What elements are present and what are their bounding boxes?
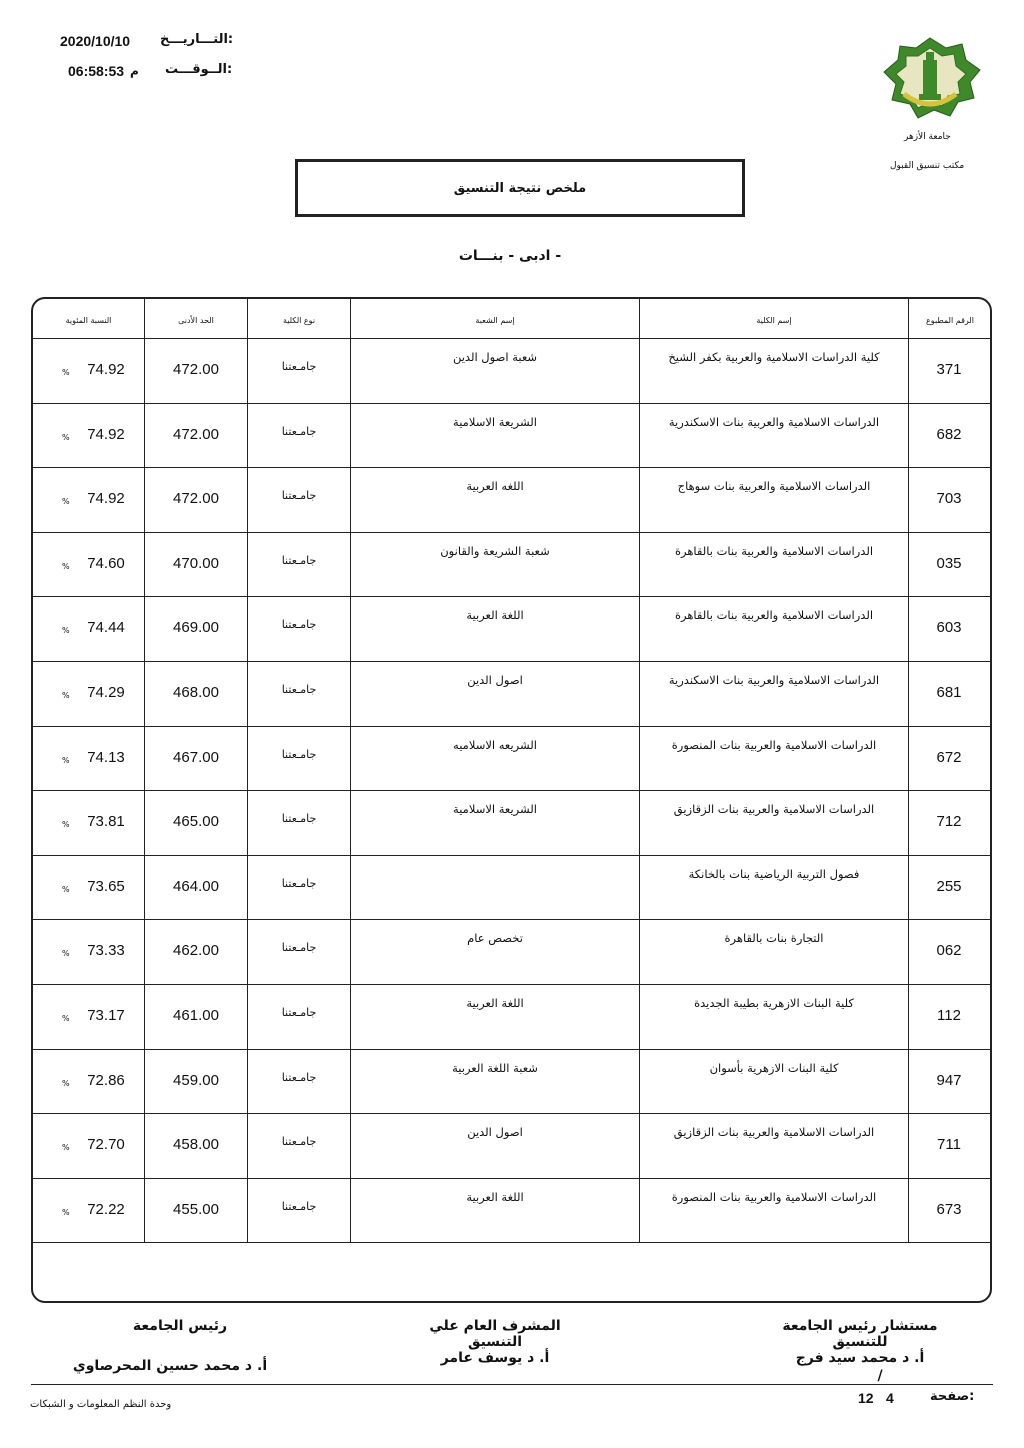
- row-divider: [33, 984, 990, 985]
- code-cell: 255: [936, 878, 962, 895]
- min-cell: 468.00: [173, 684, 219, 701]
- university-name: جامعة الأزهر: [904, 132, 951, 142]
- percent-sign: %: [62, 1208, 70, 1217]
- page-subtitle: - ادبى - بنـــات: [458, 248, 562, 264]
- percent-cell: 74.44: [87, 619, 125, 636]
- percent-sign: %: [62, 691, 70, 700]
- percent-sign: %: [62, 626, 70, 635]
- advisor-name: أ. د محمد سيد فرج: [795, 1350, 925, 1366]
- code-cell: 112: [937, 1007, 961, 1024]
- percent-sign: %: [62, 562, 70, 571]
- type-cell: جامـعتنا: [281, 554, 317, 567]
- faculty-cell: الدراسات الاسلامية والعربية بنات الزقازيق: [673, 802, 875, 816]
- faculty-cell: الدراسات الاسلامية والعربية بنات بالقاهرة: [674, 544, 874, 558]
- faculty-cell: كلية الدراسات الاسلامية والعربية بكفر الشيخ: [668, 350, 880, 364]
- type-cell: جامـعتنا: [281, 812, 317, 825]
- division-cell: اللغة العربية: [466, 996, 524, 1010]
- code-cell: 371: [936, 361, 962, 378]
- division-cell: شعبة الشريعة والقانون: [440, 544, 550, 558]
- percent-sign: %: [62, 949, 70, 958]
- code-cell: 711: [937, 1136, 961, 1153]
- code-cell: 035: [936, 555, 962, 572]
- president-name: أ. د محمد حسين المحرصاوي: [72, 1358, 268, 1374]
- page-total: 12: [858, 1390, 874, 1406]
- row-divider: [33, 790, 990, 791]
- division-cell: اصول الدين: [467, 1125, 523, 1139]
- code-cell: 603: [936, 619, 962, 636]
- row-divider: [33, 726, 990, 727]
- code-cell: 673: [936, 1201, 962, 1218]
- row-divider: [33, 1242, 990, 1243]
- faculty-cell: الدراسات الاسلامية والعربية بنات المنصورة: [671, 738, 877, 752]
- min-cell: 458.00: [173, 1136, 219, 1153]
- percent-cell: 74.92: [87, 490, 125, 507]
- percent-cell: 72.22: [87, 1201, 125, 1218]
- min-cell: 459.00: [173, 1072, 219, 1089]
- type-cell: جامـعتنا: [281, 1071, 317, 1084]
- code-cell: 712: [936, 813, 962, 830]
- faculty-cell: الدراسات الاسلامية والعربية بنات الاسكندرية: [668, 415, 880, 429]
- code-cell: 672: [936, 749, 962, 766]
- percent-cell: 74.92: [87, 361, 125, 378]
- faculty-cell: فصول التربية الرياضية بنات بالخانكة: [688, 867, 860, 881]
- division-cell: اللغة العربية: [466, 608, 524, 622]
- advisor-mark: /: [877, 1368, 883, 1384]
- advisor-title: مستشار رئيس الجامعة للتنسيق: [782, 1318, 938, 1350]
- university-logo: [874, 36, 986, 122]
- date-value: 2020/10/10: [60, 33, 131, 49]
- percent-cell: 73.81: [87, 813, 125, 830]
- date-label: التـــاريـــخ:: [160, 32, 234, 47]
- division-cell: اللغه العربية: [466, 479, 524, 493]
- header-division: إسم الشعبة: [475, 316, 515, 325]
- president-title: رئيس الجامعة: [132, 1318, 228, 1334]
- percent-sign: %: [62, 756, 70, 765]
- column-divider: [350, 299, 351, 1243]
- type-cell: جامـعتنا: [281, 748, 317, 761]
- row-divider: [33, 1178, 990, 1179]
- faculty-cell: كلية البنات الازهرية بطيبة الجديدة: [694, 996, 854, 1010]
- min-cell: 470.00: [173, 555, 219, 572]
- min-cell: 464.00: [173, 878, 219, 895]
- division-cell: تخصص عام: [467, 931, 523, 945]
- percent-cell: 72.86: [87, 1072, 125, 1089]
- min-cell: 467.00: [173, 749, 219, 766]
- code-cell: 703: [936, 490, 962, 507]
- column-divider: [144, 299, 145, 1243]
- code-cell: 681: [936, 684, 962, 701]
- column-divider: [639, 299, 640, 1243]
- percent-sign: %: [62, 368, 70, 377]
- percent-sign: %: [62, 885, 70, 894]
- row-divider: [33, 338, 990, 339]
- time-label: الــوقـــت:: [165, 62, 233, 77]
- page-title: [295, 159, 745, 217]
- column-divider: [247, 299, 248, 1243]
- type-cell: جامـعتنا: [281, 1200, 317, 1213]
- percent-cell: 74.92: [87, 426, 125, 443]
- min-cell: 472.00: [173, 426, 219, 443]
- footer-divider: [31, 1384, 993, 1385]
- percent-sign: %: [62, 1079, 70, 1088]
- row-divider: [33, 596, 990, 597]
- header-min: الحد الأدنى: [178, 316, 214, 325]
- row-divider: [33, 1049, 990, 1050]
- min-cell: 472.00: [173, 361, 219, 378]
- type-cell: جامـعتنا: [281, 683, 317, 696]
- row-divider: [33, 467, 990, 468]
- supervisor-name: أ. د يوسف عامر: [440, 1350, 550, 1366]
- percent-sign: %: [62, 1014, 70, 1023]
- header-faculty: إسم الكلية: [756, 316, 792, 325]
- faculty-cell: الدراسات الاسلامية والعربية بنات سوهاج: [677, 479, 871, 493]
- percent-cell: 74.60: [87, 555, 125, 572]
- code-cell: 682: [936, 426, 962, 443]
- min-cell: 469.00: [173, 619, 219, 636]
- division-cell: شعبة اصول الدين: [452, 350, 538, 364]
- faculty-cell: التجارة بنات بالقاهرة: [724, 931, 824, 945]
- type-cell: جامـعتنا: [281, 360, 317, 373]
- type-cell: جامـعتنا: [281, 1135, 317, 1148]
- type-cell: جامـعتنا: [281, 489, 317, 502]
- percent-cell: 73.17: [87, 1007, 125, 1024]
- code-cell: 062: [936, 942, 962, 959]
- percent-cell: 74.29: [87, 684, 125, 701]
- header-type: نوع الكلية: [282, 316, 316, 325]
- division-cell: شعبة اللغة العربية: [452, 1061, 538, 1075]
- min-cell: 472.00: [173, 490, 219, 507]
- type-cell: جامـعتنا: [281, 425, 317, 438]
- row-divider: [33, 661, 990, 662]
- type-cell: جامـعتنا: [281, 877, 317, 890]
- faculty-cell: الدراسات الاسلامية والعربية بنات المنصورة: [671, 1190, 877, 1204]
- faculty-cell: الدراسات الاسلامية والعربية بنات بالقاهرة: [674, 608, 874, 622]
- page-label: صفحة:: [930, 1389, 975, 1404]
- division-cell: اللغة العربية: [466, 1190, 524, 1204]
- faculty-cell: الدراسات الاسلامية والعربية بنات الزقازيق: [673, 1125, 875, 1139]
- percent-cell: 72.70: [87, 1136, 125, 1153]
- percent-sign: %: [62, 1143, 70, 1152]
- row-divider: [33, 403, 990, 404]
- row-divider: [33, 1113, 990, 1114]
- azhar-logo-icon: [874, 36, 986, 122]
- percent-cell: 74.13: [87, 749, 125, 766]
- code-cell: 947: [936, 1072, 962, 1089]
- min-cell: 462.00: [173, 942, 219, 959]
- supervisor-title: المشرف العام علي التنسيق: [429, 1318, 561, 1350]
- time-value: 06:58:53: [68, 63, 125, 79]
- min-cell: 455.00: [173, 1201, 219, 1218]
- page-current: 4: [886, 1390, 894, 1406]
- percent-sign: %: [62, 820, 70, 829]
- row-divider: [33, 532, 990, 533]
- type-cell: جامـعتنا: [281, 618, 317, 631]
- time-suffix: م: [130, 64, 139, 78]
- division-cell: اصول الدين: [467, 673, 523, 687]
- type-cell: جامـعتنا: [281, 941, 317, 954]
- faculty-cell: كلية البنات الازهرية بأسوان: [709, 1061, 839, 1075]
- unit-name: وحدة النظم المعلومات و الشبكات: [30, 1399, 172, 1410]
- header-code: الرقم المطبوع: [926, 316, 974, 325]
- division-cell: الشريعة الاسلامية: [453, 415, 537, 429]
- min-cell: 461.00: [173, 1007, 219, 1024]
- percent-cell: 73.33: [87, 942, 125, 959]
- page-title-text: ملخص نتيجة التنسيق: [453, 180, 587, 196]
- division-cell: الشريعه الاسلاميه: [453, 738, 537, 752]
- percent-sign: %: [62, 433, 70, 442]
- row-divider: [33, 855, 990, 856]
- percent-cell: 73.65: [87, 878, 125, 895]
- faculty-cell: الدراسات الاسلامية والعربية بنات الاسكندرية: [668, 673, 880, 687]
- row-divider: [33, 919, 990, 920]
- header-percent: النسبة المئوية: [65, 316, 112, 325]
- division-cell: الشريعة الاسلامية: [453, 802, 537, 816]
- office-name: مكتب تنسيق القبول: [890, 161, 965, 171]
- min-cell: 465.00: [173, 813, 219, 830]
- percent-sign: %: [62, 497, 70, 506]
- type-cell: جامـعتنا: [281, 1006, 317, 1019]
